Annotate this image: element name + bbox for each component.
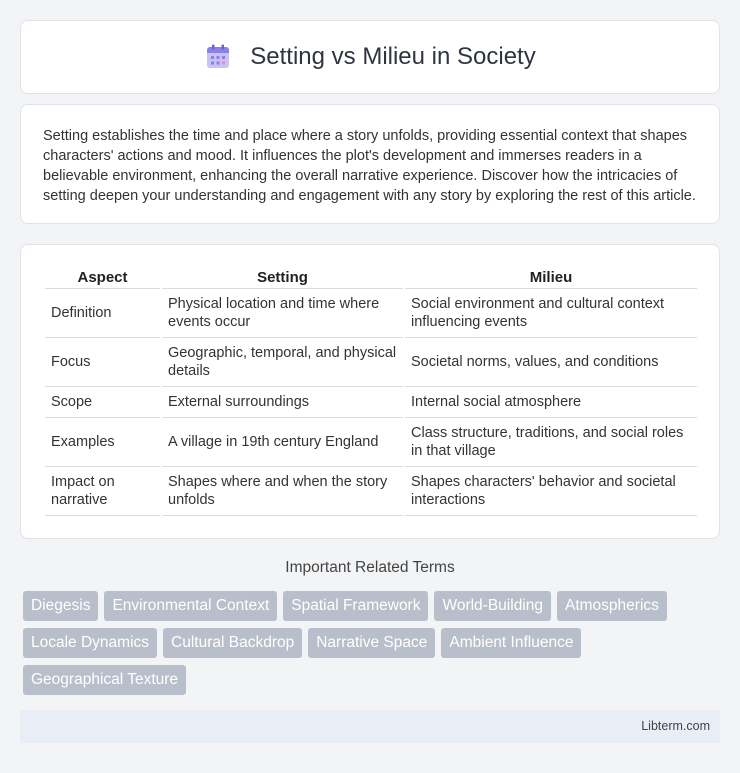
table-cell-setting: Geographic, temporal, and physical details bbox=[162, 338, 403, 387]
related-term-tag[interactable]: Locale Dynamics bbox=[23, 628, 157, 658]
table-cell-aspect: Definition bbox=[45, 289, 160, 338]
comparison-table bbox=[43, 265, 699, 516]
table-cell-milieu: Social environment and cultural context influencing events bbox=[405, 289, 697, 338]
related-term-tag[interactable]: Narrative Space bbox=[308, 628, 435, 658]
table-cell-setting: External surroundings bbox=[162, 387, 403, 418]
header-card bbox=[20, 20, 720, 94]
table-row bbox=[45, 289, 697, 338]
table-cell-milieu: Class structure, traditions, and social roles in that village bbox=[405, 418, 697, 467]
table-cell-aspect: Focus bbox=[45, 338, 160, 387]
intro-paragraph: Setting establishes the time and place where a story unfolds, providing essential context that shapes characters' actions and mood. It influences the plot's development and immerses readers in a believable environment, enhancing the overall narrative experience. Discover how the intricacies of setting deepen your understanding and engagement with any story by exploring the rest of this article. bbox=[43, 128, 696, 204]
related-term-tag[interactable]: Spatial Framework bbox=[283, 591, 428, 621]
column-header-milieu: Milieu bbox=[405, 265, 697, 289]
related-term-tag[interactable]: World-Building bbox=[434, 591, 551, 621]
intro-card bbox=[20, 104, 720, 224]
related-term-tag[interactable]: Diegesis bbox=[23, 591, 98, 621]
column-header-aspect: Aspect bbox=[45, 265, 160, 289]
related-terms-list bbox=[23, 591, 713, 695]
table-row bbox=[45, 338, 697, 387]
page-title: Setting vs Milieu in Society bbox=[250, 43, 536, 70]
table-row bbox=[45, 387, 697, 418]
related-term-tag[interactable]: Cultural Backdrop bbox=[163, 628, 302, 658]
related-term-tag[interactable]: Ambient Influence bbox=[441, 628, 581, 658]
footer bbox=[20, 710, 720, 743]
related-term-tag[interactable]: Atmospherics bbox=[557, 591, 667, 621]
calendar-icon bbox=[204, 43, 232, 71]
related-term-tag[interactable]: Environmental Context bbox=[104, 591, 277, 621]
table-row bbox=[45, 418, 697, 467]
comparison-table-card bbox=[20, 244, 720, 539]
table-cell-milieu: Internal social atmosphere bbox=[405, 387, 697, 418]
table-cell-aspect: Examples bbox=[45, 418, 160, 467]
related-terms-heading: Important Related Terms bbox=[285, 559, 455, 576]
column-header-setting: Setting bbox=[162, 265, 403, 289]
table-cell-setting: A village in 19th century England bbox=[162, 418, 403, 467]
table-cell-setting: Shapes where and when the story unfolds bbox=[162, 467, 403, 516]
table-cell-aspect: Scope bbox=[45, 387, 160, 418]
table-header-row bbox=[45, 265, 697, 289]
table-cell-aspect: Impact on narrative bbox=[45, 467, 160, 516]
table-cell-milieu: Shapes characters' behavior and societal interactions bbox=[405, 467, 697, 516]
related-term-tag[interactable]: Geographical Texture bbox=[23, 665, 186, 695]
table-cell-milieu: Societal norms, values, and conditions bbox=[405, 338, 697, 387]
table-row bbox=[45, 467, 697, 516]
table-cell-setting: Physical location and time where events occur bbox=[162, 289, 403, 338]
footer-site-link[interactable]: Libterm.com bbox=[641, 719, 710, 733]
